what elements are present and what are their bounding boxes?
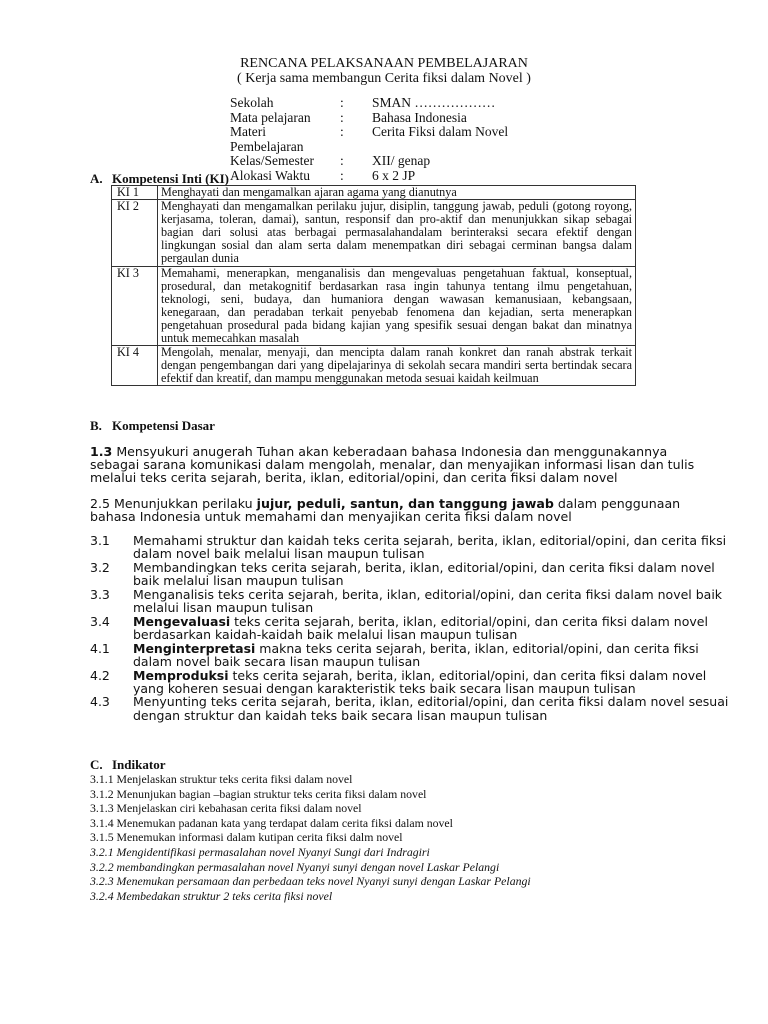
section-title: Kompetensi Dasar bbox=[112, 418, 215, 433]
ki-code: KI 1 bbox=[112, 186, 158, 200]
section-letter: C. bbox=[90, 757, 103, 772]
section-title: Kompetensi Inti (KI) bbox=[112, 171, 229, 186]
ki-description: Menghayati dan mengamalkan ajaran agama yang dianutnya bbox=[158, 186, 636, 200]
kd-bold-verb: Mengevaluasi bbox=[133, 613, 231, 629]
identity-row-subject bbox=[230, 111, 508, 126]
identity-row-school bbox=[230, 96, 508, 111]
kd-number: 3.1 bbox=[90, 533, 110, 548]
kd-rest: Memahami struktur dan kaidah teks cerita sejarah, berita, iklan, editorial/opini, dan cerita fiksi dalam novel baik melalui lisan maupun tulisan bbox=[133, 533, 727, 562]
kd-rest: makna teks cerita sejarah, berita, iklan, editorial/opini, dan cerita fiksi dalam novel baik secara lisan maupun tulisan bbox=[133, 640, 699, 669]
indikator-item: 3.1.3 Menjelaskan ciri kebahasan cerita fiksi dalam novel bbox=[90, 801, 362, 816]
kd-item bbox=[90, 534, 730, 560]
ki-code: KI 3 bbox=[112, 266, 158, 346]
kd-number: 4.2 bbox=[90, 667, 110, 683]
identity-label: Kelas/Semester bbox=[230, 153, 314, 169]
identity-row-class bbox=[230, 154, 508, 169]
kd-text bbox=[133, 642, 730, 668]
kd-text bbox=[133, 588, 730, 614]
kd-number: 4.3 bbox=[90, 694, 110, 710]
identity-row-time bbox=[230, 169, 508, 184]
kd-number: 4.1 bbox=[90, 640, 110, 656]
kd-1-3 bbox=[90, 445, 720, 484]
kd-number: 3.4 bbox=[90, 613, 110, 629]
document-title: RENCANA PELAKSANAAN PEMBELAJARAN bbox=[240, 56, 528, 71]
identity-value: Cerita Fiksi dalam Novel bbox=[372, 124, 509, 140]
kd-text bbox=[133, 561, 730, 587]
kd-text bbox=[133, 669, 730, 695]
ki-row bbox=[112, 200, 636, 266]
section-c-heading bbox=[90, 757, 165, 773]
kd-item bbox=[90, 642, 730, 668]
kd-text-pre: 2.5 Menunjukkan perilaku bbox=[90, 496, 257, 511]
kd-item bbox=[90, 669, 730, 695]
identity-value: XII/ genap bbox=[372, 153, 431, 169]
kd-rest: Menyunting teks cerita sejarah, berita, iklan, editorial/opini, dan cerita fiksi dalam novel sesuai dengan struktur dan kaidah teks baik secara lisan maupun tulisan bbox=[133, 694, 729, 723]
kd-text bbox=[133, 615, 730, 641]
ki-description: Mengolah, menalar, menyaji, dan mencipta dalam ranah konkret dan ranah abstrak terkait dengan pengembangan dari yang dipelajarinya di sekolah secara mandiri serta bertindak secara efektif dan kreatif, dan mampu menggunakan metoda sesuai kaidah keilmuan bbox=[158, 346, 636, 386]
kd-text-bold: jujur, peduli, santun, dan tanggung jawab bbox=[256, 496, 554, 511]
section-b-heading bbox=[90, 418, 215, 434]
kd-text: Mensyukuri anugerah Tuhan akan keberadaan bahasa Indonesia dan menggunakannya sebagai sarana komunikasi dalam mengolah, menalar, dan menyajikan informasi lisan dan tulis melalui teks cerita sejarah, berita, iklan, editorial/opini, dan cerita fiksi dalam novel bbox=[90, 444, 695, 486]
kd-item bbox=[90, 695, 730, 721]
section-title: Indikator bbox=[112, 757, 166, 772]
identity-colon: : bbox=[340, 167, 344, 183]
indikator-item: 3.1.4 Menemukan padanan kata yang terdapat dalam cerita fiksi dalam novel bbox=[90, 815, 453, 830]
kd-number: 3.3 bbox=[90, 586, 110, 602]
kd-text bbox=[133, 695, 730, 721]
kd-rest: teks cerita sejarah, berita, iklan, editorial/opini, dan cerita fiksi dalam novel berdasarkan kaidah-kaidah baik melalui lisan maupun tulisan bbox=[133, 613, 708, 642]
indikator-item: 3.2.1 Mengidentifikasi permasalahan novel Nyanyi Sungi dari Indragiri bbox=[90, 844, 430, 859]
identity-value: Bahasa Indonesia bbox=[372, 109, 467, 125]
identity-label: Mata pelajaran bbox=[230, 109, 311, 125]
ki-row bbox=[112, 346, 636, 386]
indikator-item: 3.1.2 Menunjukan bagian –bagian struktur teks cerita fiksi dalam novel bbox=[90, 786, 427, 801]
ki-description: Menghayati dan mengamalkan perilaku jujur, disiplin, tanggung jawab, peduli (gotong royong, kerjasama, toleran, damai), santun, responsif dan pro-aktif dan menunjukkan sikap sebagai bagian dari solusi atas berbagai permasalahandalam berinteraksi secara efektif dengan lingkungan sosial dan alam serta dalam menempatkan diri sebagai cerminan bangsa dalam pergaulan dunia bbox=[158, 200, 636, 266]
indikator-item: 3.1.1 Menjelaskan struktur teks cerita fiksi dalam novel bbox=[90, 772, 353, 786]
kd-list bbox=[90, 534, 730, 722]
indikator-list bbox=[90, 772, 531, 903]
identity-label: Materi Pembelajaran bbox=[230, 124, 304, 154]
ki-code: KI 2 bbox=[112, 200, 158, 266]
kd-text bbox=[133, 534, 730, 560]
kd-number: 1.3 bbox=[90, 444, 113, 459]
kd-text-post: dalam penggunaan bahasa Indonesia untuk memahami dan menyajikan cerita fiksi dalam novel bbox=[90, 496, 681, 525]
indikator-item: 3.2.2 membandingkan permasalahan novel Nyanyi sunyi dengan novel Laskar Pelangi bbox=[90, 859, 500, 874]
ki-description: Memahami, menerapkan, menganalisis dan mengevaluas pengetahuan faktual, konseptual, prosedural, dan metakognitif berdasarkan rasa ingin tahunya tentang ilmu pengetahuan, teknologi, seni, budaya, dan humaniora dengan wawasan kemanusiaan, kebangsaan, kenegaraan, dan peradaban terkait penyebab fenomena dan kejadian, serta menerapkan pengetahuan prosedural pada bidang kajian yang spesifik sesuai dengan bakat dan minatnya untuk memecahkan masalah bbox=[158, 266, 636, 346]
identity-value: 6 x 2 JP bbox=[372, 167, 416, 183]
indikator-item: 3.2.4 Membedakan struktur 2 teks cerita fiksi novel bbox=[90, 888, 333, 903]
identity-colon: : bbox=[340, 95, 344, 110]
kd-bold-verb: Memproduksi bbox=[133, 667, 229, 683]
kd-rest: teks cerita sejarah, berita, iklan, editorial/opini, dan cerita fiksi dalam novel yang koheren sesuai dengan karakteristik teks baik secara lisan maupun tulisan bbox=[133, 667, 707, 696]
ki-code: KI 4 bbox=[112, 346, 158, 386]
identity-colon: : bbox=[340, 124, 344, 140]
identity-label: Alokasi Waktu bbox=[230, 167, 311, 183]
identity-colon: : bbox=[340, 153, 344, 169]
kd-item bbox=[90, 615, 730, 641]
kd-2-5 bbox=[90, 497, 720, 523]
identity-label: Sekolah bbox=[230, 95, 274, 110]
kd-item bbox=[90, 588, 730, 614]
identity-row-material bbox=[230, 125, 508, 154]
section-letter: B. bbox=[90, 418, 102, 433]
ki-row bbox=[112, 266, 636, 346]
ki-table bbox=[111, 185, 636, 386]
indikator-item: 3.2.3 Menemukan persamaan dan perbedaan teks novel Nyanyi sunyi dengan Laskar Pelangi bbox=[90, 874, 531, 889]
identity-value: SMAN ……………… bbox=[372, 95, 496, 110]
kd-rest: Menganalisis teks cerita sejarah, berita, iklan, editorial/opini, dan cerita fiksi dalam novel baik melalui lisan maupun tulisan bbox=[133, 586, 723, 616]
kd-rest: Membandingkan teks cerita sejarah, berita, iklan, editorial/opini, dan cerita fiksi dalam novel baik melalui lisan maupun tulisan bbox=[133, 559, 715, 589]
identity-colon: : bbox=[340, 109, 344, 125]
kd-number: 3.2 bbox=[90, 559, 110, 575]
indikator-item: 3.1.5 Menemukan informasi dalam kutipan cerita fiksi dalm novel bbox=[90, 830, 403, 845]
kd-bold-verb: Menginterpretasi bbox=[133, 640, 256, 656]
section-letter: A. bbox=[90, 171, 103, 186]
kd-item bbox=[90, 561, 730, 587]
identity-block bbox=[230, 96, 508, 184]
ki-row bbox=[112, 186, 636, 200]
document-subtitle: ( Kerja sama membangun Cerita fiksi dalam Novel ) bbox=[237, 71, 531, 86]
